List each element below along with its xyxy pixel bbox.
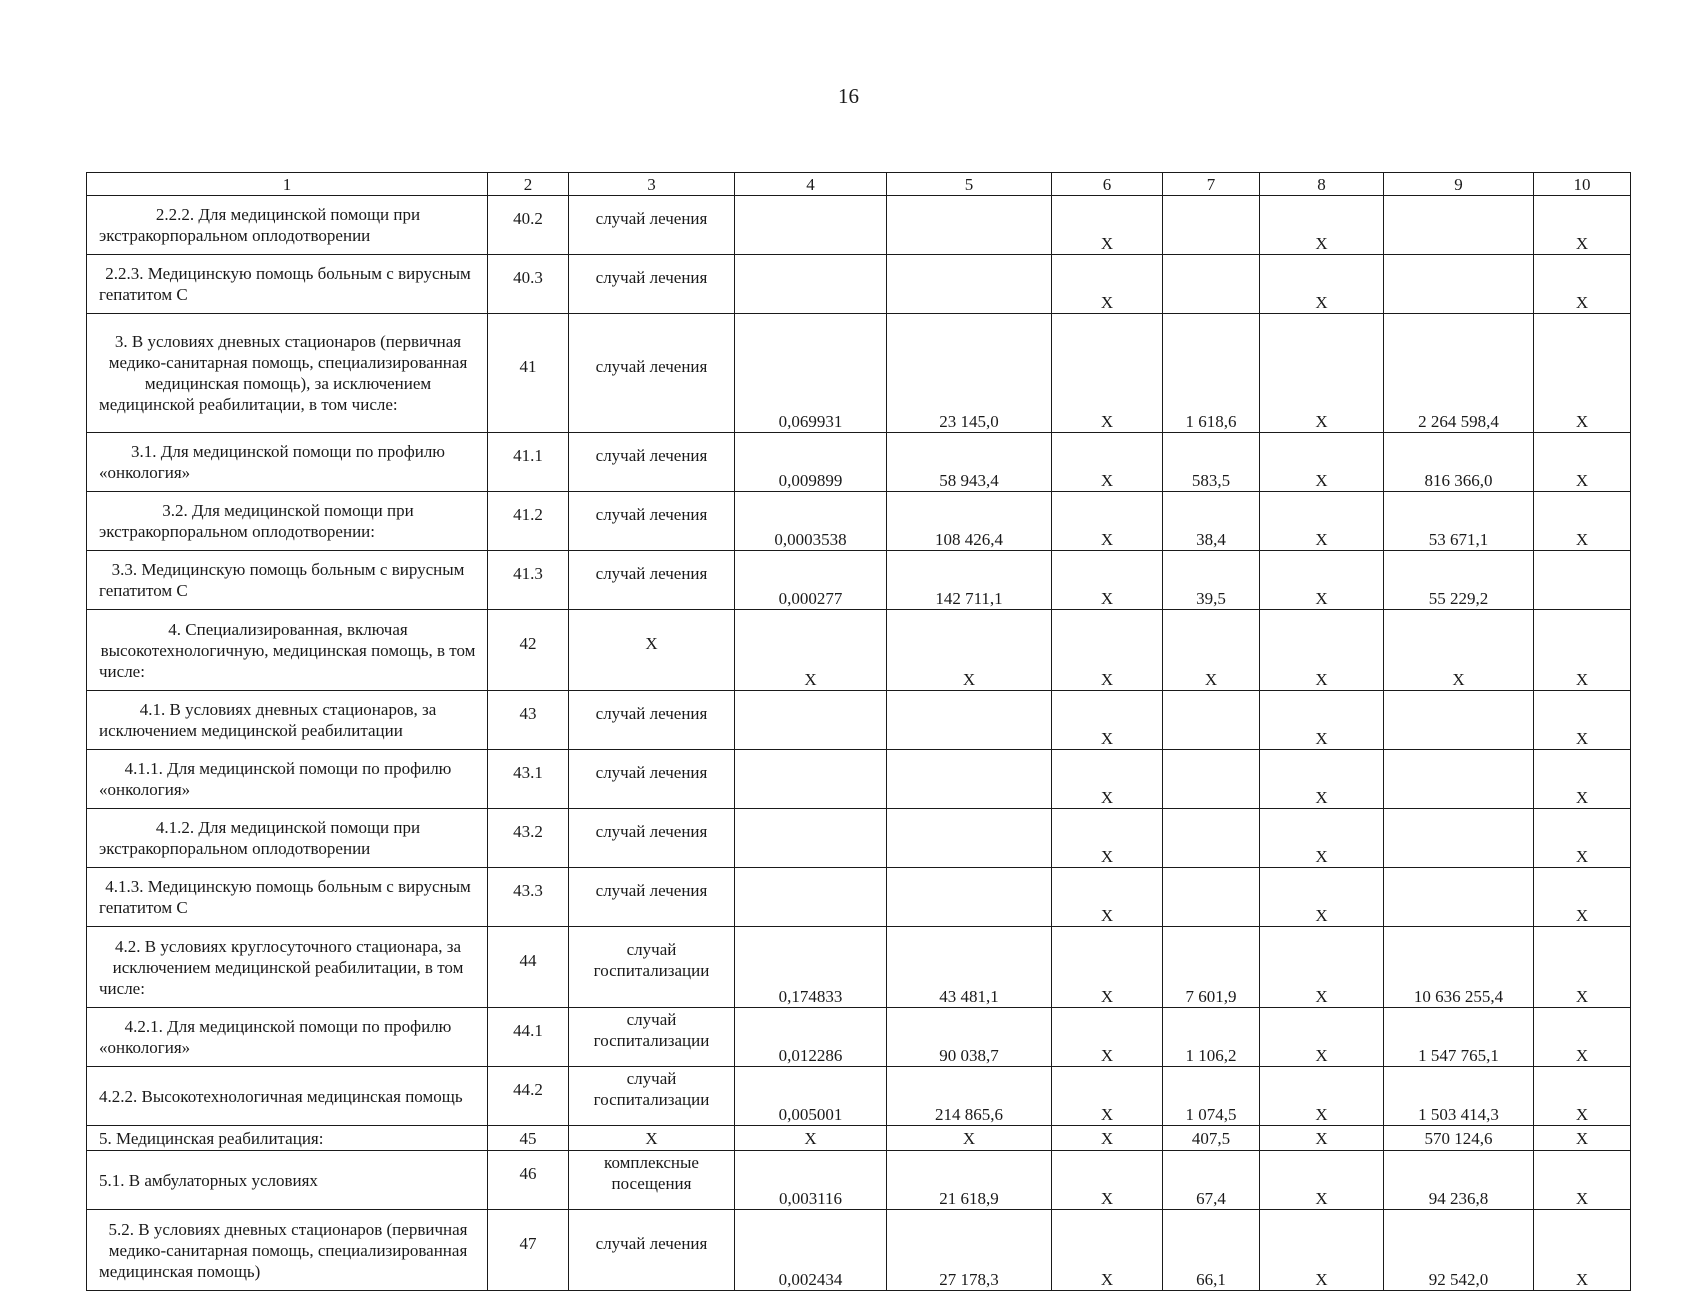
table-body bbox=[87, 196, 1631, 1291]
row-value-col5 bbox=[887, 255, 1052, 314]
row-value-col7 bbox=[1163, 750, 1260, 809]
row-value-col10: Х bbox=[1534, 691, 1631, 750]
row-value-col6: Х bbox=[1052, 809, 1163, 868]
row-value-col9: 2 264 598,4 bbox=[1384, 314, 1534, 433]
table-row bbox=[87, 314, 1631, 433]
row-value-col10: Х bbox=[1534, 868, 1631, 927]
row-unit: случай лечения bbox=[569, 750, 735, 809]
row-value-col10: Х bbox=[1534, 750, 1631, 809]
row-value-col4: 0,012286 bbox=[735, 1008, 887, 1067]
row-value-col8: Х bbox=[1260, 551, 1384, 610]
row-value-col5: Х bbox=[887, 1126, 1052, 1151]
row-line-code: 40.3 bbox=[488, 255, 569, 314]
row-value-col6: Х bbox=[1052, 691, 1163, 750]
row-name-cell: 5.1. В амбулаторных условиях bbox=[87, 1151, 488, 1210]
row-value-col10: Х bbox=[1534, 809, 1631, 868]
row-value-col8: Х bbox=[1260, 809, 1384, 868]
row-value-col6: Х bbox=[1052, 1067, 1163, 1126]
row-value-col4: Х bbox=[735, 1126, 887, 1151]
row-value-col10: Х bbox=[1534, 1008, 1631, 1067]
row-line-code: 44 bbox=[488, 927, 569, 1008]
row-value-col5 bbox=[887, 691, 1052, 750]
column-number: 10 bbox=[1534, 173, 1631, 196]
row-value-col6: Х bbox=[1052, 551, 1163, 610]
row-name-cell: 4. Специализированная, включая высокотехнологичную, медицинская помощь, в том числе: bbox=[87, 610, 488, 691]
data-table bbox=[86, 172, 1631, 1291]
row-value-col4: 0,005001 bbox=[735, 1067, 887, 1126]
row-value-col7: 39,5 bbox=[1163, 551, 1260, 610]
row-value-col4: 0,002434 bbox=[735, 1210, 887, 1291]
row-value-col9: 53 671,1 bbox=[1384, 492, 1534, 551]
table-row bbox=[87, 1008, 1631, 1067]
row-value-col10: Х bbox=[1534, 927, 1631, 1008]
row-value-col8: Х bbox=[1260, 1008, 1384, 1067]
column-number: 8 bbox=[1260, 173, 1384, 196]
column-number: 2 bbox=[488, 173, 569, 196]
row-line-code: 44.2 bbox=[488, 1067, 569, 1126]
table-row bbox=[87, 750, 1631, 809]
row-value-col7: 407,5 bbox=[1163, 1126, 1260, 1151]
row-unit: Х bbox=[569, 610, 735, 691]
row-value-col4: Х bbox=[735, 610, 887, 691]
row-name-cell: 4.1.1. Для медицинской помощи по профилю «онкология» bbox=[87, 750, 488, 809]
row-value-col10: Х bbox=[1534, 1126, 1631, 1151]
row-value-col9: 1 503 414,3 bbox=[1384, 1067, 1534, 1126]
row-value-col4: 0,000277 bbox=[735, 551, 887, 610]
row-value-col9: 92 542,0 bbox=[1384, 1210, 1534, 1291]
row-name-cell: 3. В условиях дневных стационаров (первичная медико-санитарная помощь, специализированная медицинская помощь), за исключением медицинской реабилитации, в том числе: bbox=[87, 314, 488, 433]
row-unit: случай госпитализации bbox=[569, 1008, 735, 1067]
row-value-col4: 0,174833 bbox=[735, 927, 887, 1008]
row-name-cell: 4.2.1. Для медицинской помощи по профилю «онкология» bbox=[87, 1008, 488, 1067]
row-value-col9: 10 636 255,4 bbox=[1384, 927, 1534, 1008]
row-value-col5: 23 145,0 bbox=[887, 314, 1052, 433]
row-value-col6: Х bbox=[1052, 1210, 1163, 1291]
row-value-col6: Х bbox=[1052, 1151, 1163, 1210]
row-name-cell: 4.1.3. Медицинскую помощь больным с вирусным гепатитом С bbox=[87, 868, 488, 927]
row-value-col10: Х bbox=[1534, 1210, 1631, 1291]
row-value-col5: 43 481,1 bbox=[887, 927, 1052, 1008]
row-value-col5: 58 943,4 bbox=[887, 433, 1052, 492]
row-value-col8: Х bbox=[1260, 1067, 1384, 1126]
row-unit: случай лечения bbox=[569, 691, 735, 750]
row-line-code: 43 bbox=[488, 691, 569, 750]
row-value-col5: 21 618,9 bbox=[887, 1151, 1052, 1210]
row-value-col4 bbox=[735, 868, 887, 927]
row-name-cell: 3.3. Медицинскую помощь больным с вирусным гепатитом С bbox=[87, 551, 488, 610]
row-name-cell: 4.2.2. Высокотехнологичная медицинская помощь bbox=[87, 1067, 488, 1126]
row-value-col8: Х bbox=[1260, 868, 1384, 927]
row-value-col6: Х bbox=[1052, 492, 1163, 551]
row-value-col4: 0,009899 bbox=[735, 433, 887, 492]
row-value-col4 bbox=[735, 809, 887, 868]
row-value-col6: Х bbox=[1052, 1126, 1163, 1151]
row-value-col4 bbox=[735, 750, 887, 809]
row-name-cell: 4.2. В условиях круглосуточного стационара, за исключением медицинской реабилитации, в том числе: bbox=[87, 927, 488, 1008]
table-row bbox=[87, 1067, 1631, 1126]
row-value-col9 bbox=[1384, 691, 1534, 750]
row-value-col10: Х bbox=[1534, 492, 1631, 551]
column-number: 1 bbox=[87, 173, 488, 196]
row-value-col9: 94 236,8 bbox=[1384, 1151, 1534, 1210]
table-row bbox=[87, 927, 1631, 1008]
row-name-cell: 5.2. В условиях дневных стационаров (первичная медико-санитарная помощь, специализированная медицинская помощь) bbox=[87, 1210, 488, 1291]
row-value-col6: Х bbox=[1052, 255, 1163, 314]
row-line-code: 47 bbox=[488, 1210, 569, 1291]
row-name-cell: 5. Медицинская реабилитация: bbox=[87, 1126, 488, 1151]
row-line-code: 42 bbox=[488, 610, 569, 691]
row-line-code: 43.1 bbox=[488, 750, 569, 809]
row-value-col6: Х bbox=[1052, 750, 1163, 809]
row-value-col10: Х bbox=[1534, 196, 1631, 255]
row-value-col8: Х bbox=[1260, 750, 1384, 809]
table-row bbox=[87, 492, 1631, 551]
row-line-code: 40.2 bbox=[488, 196, 569, 255]
row-line-code: 46 bbox=[488, 1151, 569, 1210]
table-row bbox=[87, 1151, 1631, 1210]
row-line-code: 44.1 bbox=[488, 1008, 569, 1067]
row-name-cell: 3.1. Для медицинской помощи по профилю «онкология» bbox=[87, 433, 488, 492]
row-value-col9: Х bbox=[1384, 610, 1534, 691]
row-unit: случай лечения bbox=[569, 255, 735, 314]
row-value-col8: Х bbox=[1260, 1151, 1384, 1210]
row-value-col9: 55 229,2 bbox=[1384, 551, 1534, 610]
row-value-col6: Х bbox=[1052, 610, 1163, 691]
table-row bbox=[87, 1210, 1631, 1291]
row-value-col5 bbox=[887, 750, 1052, 809]
row-value-col9: 816 366,0 bbox=[1384, 433, 1534, 492]
row-value-col10: Х bbox=[1534, 255, 1631, 314]
row-value-col5: 27 178,3 bbox=[887, 1210, 1052, 1291]
table-row bbox=[87, 433, 1631, 492]
row-value-col8: Х bbox=[1260, 255, 1384, 314]
row-value-col10: Х bbox=[1534, 610, 1631, 691]
column-number: 7 bbox=[1163, 173, 1260, 196]
row-value-col7: 1 618,6 bbox=[1163, 314, 1260, 433]
table-row bbox=[87, 809, 1631, 868]
row-value-col7 bbox=[1163, 809, 1260, 868]
column-number: 9 bbox=[1384, 173, 1534, 196]
row-value-col7: 67,4 bbox=[1163, 1151, 1260, 1210]
column-number: 3 bbox=[569, 173, 735, 196]
row-value-col7: 1 074,5 bbox=[1163, 1067, 1260, 1126]
row-unit: случай лечения bbox=[569, 868, 735, 927]
row-value-col8: Х bbox=[1260, 691, 1384, 750]
row-value-col5 bbox=[887, 868, 1052, 927]
row-line-code: 43.2 bbox=[488, 809, 569, 868]
row-value-col7: Х bbox=[1163, 610, 1260, 691]
row-value-col10: Х bbox=[1534, 1067, 1631, 1126]
row-value-col4: 0,003116 bbox=[735, 1151, 887, 1210]
row-unit: случай лечения bbox=[569, 196, 735, 255]
row-value-col5: 108 426,4 bbox=[887, 492, 1052, 551]
row-name-cell: 2.2.3. Медицинскую помощь больным с вирусным гепатитом С bbox=[87, 255, 488, 314]
column-number: 5 bbox=[887, 173, 1052, 196]
row-line-code: 41.2 bbox=[488, 492, 569, 551]
row-value-col7: 38,4 bbox=[1163, 492, 1260, 551]
row-value-col9: 570 124,6 bbox=[1384, 1126, 1534, 1151]
row-name-cell: 2.2.2. Для медицинской помощи при экстракорпоральном оплодотворении bbox=[87, 196, 488, 255]
row-value-col8: Х bbox=[1260, 196, 1384, 255]
row-value-col9 bbox=[1384, 809, 1534, 868]
row-unit: случай лечения bbox=[569, 551, 735, 610]
column-number: 6 bbox=[1052, 173, 1163, 196]
row-value-col5 bbox=[887, 809, 1052, 868]
row-value-col5: 90 038,7 bbox=[887, 1008, 1052, 1067]
table-row bbox=[87, 1126, 1631, 1151]
row-line-code: 41 bbox=[488, 314, 569, 433]
row-value-col6: Х bbox=[1052, 1008, 1163, 1067]
row-value-col6: Х bbox=[1052, 314, 1163, 433]
row-unit: случай лечения bbox=[569, 1210, 735, 1291]
row-value-col9 bbox=[1384, 196, 1534, 255]
row-unit: случай лечения bbox=[569, 314, 735, 433]
row-value-col7 bbox=[1163, 196, 1260, 255]
row-value-col4: 0,069931 bbox=[735, 314, 887, 433]
table-row bbox=[87, 610, 1631, 691]
row-value-col10: Х bbox=[1534, 433, 1631, 492]
row-value-col7: 7 601,9 bbox=[1163, 927, 1260, 1008]
row-value-col7: 66,1 bbox=[1163, 1210, 1260, 1291]
row-value-col7: 1 106,2 bbox=[1163, 1008, 1260, 1067]
row-value-col6: Х bbox=[1052, 433, 1163, 492]
row-line-code: 41.1 bbox=[488, 433, 569, 492]
row-line-code: 41.3 bbox=[488, 551, 569, 610]
row-value-col7: 583,5 bbox=[1163, 433, 1260, 492]
row-unit: случай лечения bbox=[569, 492, 735, 551]
row-value-col8: Х bbox=[1260, 610, 1384, 691]
row-unit: случай госпитализации bbox=[569, 927, 735, 1008]
column-number: 4 bbox=[735, 173, 887, 196]
table-row bbox=[87, 868, 1631, 927]
row-value-col5: 214 865,6 bbox=[887, 1067, 1052, 1126]
row-value-col9 bbox=[1384, 868, 1534, 927]
row-name-cell: 4.1.2. Для медицинской помощи при экстракорпоральном оплодотворении bbox=[87, 809, 488, 868]
row-value-col10: Х bbox=[1534, 314, 1631, 433]
row-value-col5: 142 711,1 bbox=[887, 551, 1052, 610]
row-value-col8: Х bbox=[1260, 314, 1384, 433]
row-unit: случай госпитализации bbox=[569, 1067, 735, 1126]
row-value-col5 bbox=[887, 196, 1052, 255]
row-unit: случай лечения bbox=[569, 809, 735, 868]
row-value-col8: Х bbox=[1260, 927, 1384, 1008]
row-value-col6: Х bbox=[1052, 868, 1163, 927]
row-value-col10: Х bbox=[1534, 1151, 1631, 1210]
page-number: 16 bbox=[838, 84, 859, 108]
row-value-col4 bbox=[735, 255, 887, 314]
row-value-col8: Х bbox=[1260, 1210, 1384, 1291]
row-value-col7 bbox=[1163, 255, 1260, 314]
row-value-col9: 1 547 765,1 bbox=[1384, 1008, 1534, 1067]
row-value-col7 bbox=[1163, 868, 1260, 927]
table-row bbox=[87, 255, 1631, 314]
row-value-col9 bbox=[1384, 750, 1534, 809]
row-value-col9 bbox=[1384, 255, 1534, 314]
row-value-col6: Х bbox=[1052, 196, 1163, 255]
row-line-code: 45 bbox=[488, 1126, 569, 1151]
row-name-cell: 3.2. Для медицинской помощи при экстракорпоральном оплодотворении: bbox=[87, 492, 488, 551]
row-value-col4: 0,0003538 bbox=[735, 492, 887, 551]
row-unit: комплексные посещения bbox=[569, 1151, 735, 1210]
row-line-code: 43.3 bbox=[488, 868, 569, 927]
table-row bbox=[87, 691, 1631, 750]
row-value-col7 bbox=[1163, 691, 1260, 750]
row-value-col4 bbox=[735, 196, 887, 255]
row-value-col5: Х bbox=[887, 610, 1052, 691]
row-name-cell: 4.1. В условиях дневных стационаров, за исключением медицинской реабилитации bbox=[87, 691, 488, 750]
table-row bbox=[87, 196, 1631, 255]
header-row bbox=[87, 173, 1631, 196]
row-value-col4 bbox=[735, 691, 887, 750]
row-unit: Х bbox=[569, 1126, 735, 1151]
table-row bbox=[87, 551, 1631, 610]
row-value-col6: Х bbox=[1052, 927, 1163, 1008]
row-value-col8: Х bbox=[1260, 1126, 1384, 1151]
row-value-col8: Х bbox=[1260, 433, 1384, 492]
row-unit: случай лечения bbox=[569, 433, 735, 492]
row-value-col8: Х bbox=[1260, 492, 1384, 551]
row-value-col10 bbox=[1534, 551, 1631, 610]
